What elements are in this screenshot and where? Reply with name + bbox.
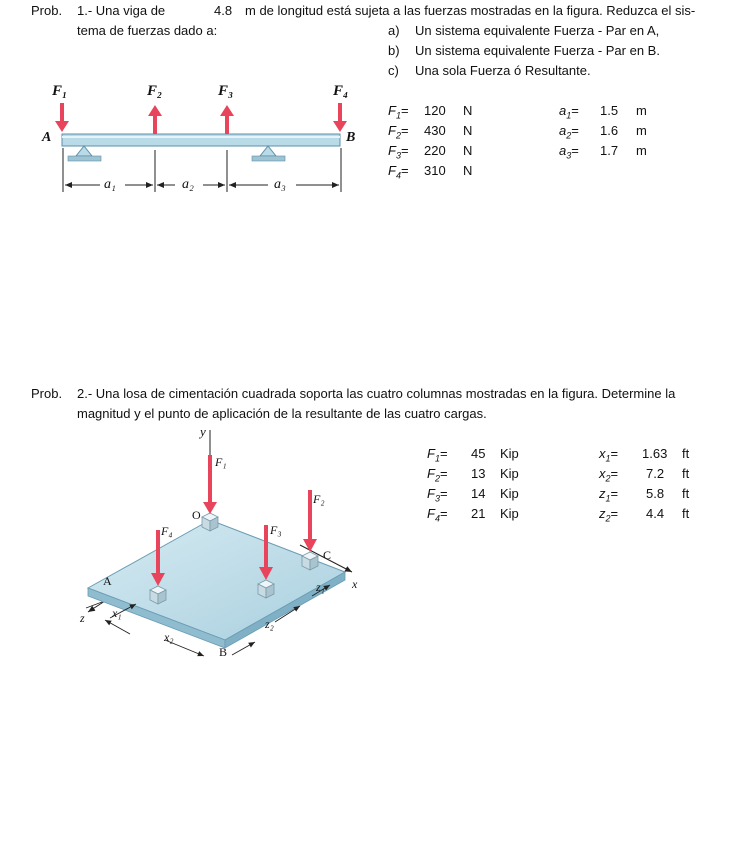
fig2-axis-y: y — [200, 424, 206, 439]
fig1-point-b: B — [346, 130, 356, 145]
fig2-label-f2: F₂ — [313, 492, 325, 506]
p1-a3-value: 1.7 — [600, 143, 619, 158]
fig2-dim-z2: z₂ — [265, 617, 274, 631]
fig2-point-a: A — [103, 574, 112, 588]
column-c — [302, 552, 318, 570]
p2-label: Prob. — [31, 386, 63, 401]
p1-item-c-text: Una sola Fuerza ó Resultante. — [415, 63, 591, 78]
p1-f3-unit: N — [463, 143, 473, 158]
p2-z1-name: $z_1=$ — [599, 486, 619, 504]
fig1-dim-a1: a₁ — [104, 177, 116, 192]
fig2-point-c: C — [323, 548, 332, 562]
fig2-point-b: B — [219, 645, 228, 659]
fig2-dim-x2: x₂ — [164, 630, 174, 644]
fig1-label-f4: F₄ — [333, 83, 349, 99]
p1-f1-value: 120 — [424, 103, 446, 118]
p2-f3-name: $F_3=$ — [427, 486, 448, 504]
p1-intro-part1: 1.- Una viga de — [77, 3, 166, 18]
p1-f3-value: 220 — [424, 143, 446, 158]
p1-a2-unit: m — [636, 123, 647, 138]
p1-f2-unit: N — [463, 123, 473, 138]
column-o — [202, 513, 218, 531]
p1-f2-name: $F_2=$ — [388, 123, 409, 141]
p2-f4-unit: Kip — [500, 506, 519, 521]
p1-a1-unit: m — [636, 103, 647, 118]
p2-f1-unit: Kip — [500, 446, 519, 461]
p1-length-value: 4.8 — [214, 3, 233, 18]
p2-z1-unit: ft — [682, 486, 690, 501]
fig2-label-f3: F₃ — [270, 523, 282, 537]
p1-item-c-letter: c) — [388, 63, 399, 78]
fig1-label-f3: F₃ — [218, 83, 234, 99]
p2-line2: magnitud y el punto de aplicación de la resultante de las cuatro cargas. — [77, 406, 487, 421]
p2-f4-name: $F_4=$ — [427, 506, 448, 524]
fig1-dim-a2: a₂ — [182, 177, 194, 192]
fig2-origin: O — [192, 508, 201, 522]
p1-item-a-text: Un sistema equivalente Fuerza - Par en A, — [415, 23, 660, 38]
column-a — [150, 586, 166, 604]
p1-a2-value: 1.6 — [600, 123, 619, 138]
p2-f1-name: $F_1=$ — [427, 446, 448, 464]
p1-a1-name: $a_1=$ — [559, 103, 579, 121]
p2-x2-value: 7.2 — [646, 466, 665, 481]
p2-f2-unit: Kip — [500, 466, 519, 481]
fig2-axis-x: x — [352, 577, 358, 591]
p1-f4-unit: N — [463, 163, 473, 178]
p2-z2-name: $z_2=$ — [599, 506, 619, 524]
fig1-label-f2: F₂ — [147, 83, 163, 99]
fig2-axis-z: z — [80, 611, 85, 625]
p1-label: Prob. — [31, 3, 63, 18]
p2-f4-value: 21 — [471, 506, 486, 521]
p1-a3-name: $a_3=$ — [559, 143, 579, 161]
p1-item-a-letter: a) — [388, 23, 400, 38]
fig1-dim-a3: a₃ — [274, 177, 286, 192]
p1-intro-part2: m de longitud está sujeta a las fuerzas mostradas en la figura. Reduzca el sis- — [245, 3, 696, 18]
p1-a3-unit: m — [636, 143, 647, 158]
fig1-label-f1: F₁ — [52, 83, 68, 99]
fig2-label-f4: F₄ — [161, 524, 173, 538]
p2-z2-value: 4.4 — [646, 506, 665, 521]
p1-line2: tema de fuerzas dado a: — [77, 23, 218, 38]
p2-z2-unit: ft — [682, 506, 690, 521]
p2-z1-value: 5.8 — [646, 486, 665, 501]
p1-f2-value: 430 — [424, 123, 446, 138]
fig2-dim-x1: x₁ — [112, 606, 122, 620]
fig2-label-f1: F₁ — [215, 455, 227, 469]
p2-f3-unit: Kip — [500, 486, 519, 501]
p2-f3-value: 14 — [471, 486, 486, 501]
p1-a1-value: 1.5 — [600, 103, 619, 118]
p2-line1: 2.- Una losa de cimentación cuadrada soporta las cuatro columnas mostradas en la figura. Determine la — [77, 386, 676, 401]
p2-f2-name: $F_2=$ — [427, 466, 448, 484]
p1-item-b-text: Un sistema equivalente Fuerza - Par en B. — [415, 43, 660, 58]
p2-x1-name: $x_1=$ — [599, 446, 619, 464]
p1-f1-unit: N — [463, 103, 473, 118]
column-3 — [258, 580, 274, 598]
p2-x2-name: $x_2=$ — [599, 466, 619, 484]
fig2-dim-z1: z₁ — [316, 580, 325, 594]
p1-f3-name: $F_3=$ — [388, 143, 409, 161]
p1-a2-name: $a_2=$ — [559, 123, 579, 141]
p1-f4-value: 310 — [424, 163, 446, 178]
fig1-point-a: A — [42, 130, 52, 145]
p2-f1-value: 45 — [471, 446, 486, 461]
p2-x2-unit: ft — [682, 466, 690, 481]
p1-f4-name: $F_4=$ — [388, 163, 409, 181]
p2-x1-unit: ft — [682, 446, 690, 461]
p2-x1-value: 1.63 — [642, 446, 668, 461]
p1-item-b-letter: b) — [388, 43, 400, 58]
p2-f2-value: 13 — [471, 466, 486, 481]
p1-f1-name: $F_1=$ — [388, 103, 409, 121]
